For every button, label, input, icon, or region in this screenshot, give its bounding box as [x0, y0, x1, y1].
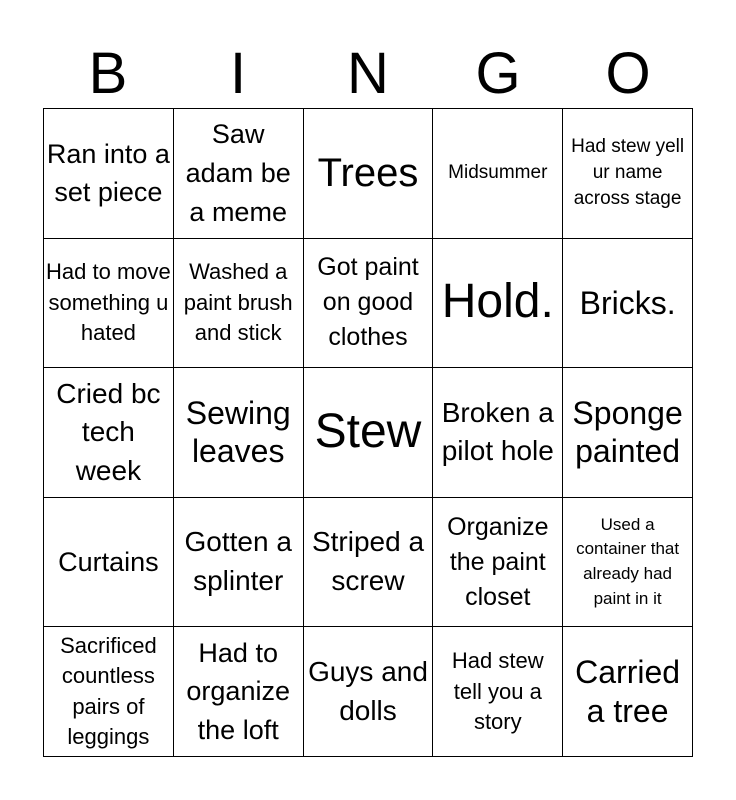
bingo-cell-r2c3[interactable]	[304, 239, 434, 369]
bingo-cell-r1c1[interactable]	[44, 109, 174, 239]
bingo-cell-r5c1[interactable]	[44, 627, 174, 757]
bingo-cell-r5c3[interactable]	[304, 627, 434, 757]
cell-text: Had to organize the loft	[186, 637, 290, 745]
bingo-cell-r5c5[interactable]	[563, 627, 693, 757]
cell-text: Sponge painted	[572, 395, 683, 470]
cell-text: Sacrificed countless pairs of leggings	[60, 632, 157, 750]
bingo-cell-r2c2[interactable]	[174, 239, 304, 369]
header-letter-g: G	[475, 41, 521, 106]
cell-text: Had stew tell you a story	[451, 648, 544, 734]
bingo-cell-r4c2[interactable]	[174, 498, 304, 628]
bingo-cell-r3c1[interactable]	[44, 368, 174, 498]
bingo-cell-r1c4[interactable]	[433, 109, 563, 239]
bingo-cell-r4c5[interactable]	[563, 498, 693, 628]
cell-text: Saw adam be a meme	[185, 119, 291, 227]
bingo-cell-r4c4[interactable]	[433, 498, 563, 628]
cell-text: Had stew yell ur name across stage	[571, 135, 685, 210]
cell-text: Cried bc tech week	[56, 377, 161, 486]
bingo-cell-r3c5[interactable]	[563, 368, 693, 498]
cell-text: Broken a pilot hole	[441, 396, 554, 467]
cell-text: Organize the paint closet	[447, 512, 549, 611]
bingo-cell-r2c1[interactable]	[44, 239, 174, 369]
cell-text: Sewing leaves	[185, 395, 291, 470]
cell-text: Bricks.	[579, 284, 676, 321]
cell-text: Trees	[317, 151, 419, 196]
bingo-cell-r3c4[interactable]	[433, 368, 563, 498]
cell-text: Striped a screw	[311, 526, 425, 597]
bingo-cell-r2c5[interactable]	[563, 239, 693, 369]
bingo-cell-r5c4[interactable]	[433, 627, 563, 757]
bingo-cell-r4c1[interactable]	[44, 498, 174, 628]
bingo-header	[43, 40, 693, 108]
header-letter-n: N	[347, 41, 389, 106]
header-letter-b: B	[88, 41, 128, 106]
bingo-cell-r2c4[interactable]	[433, 239, 563, 369]
bingo-cell-r4c3[interactable]	[304, 498, 434, 628]
bingo-cell-r1c2[interactable]	[174, 109, 304, 239]
bingo-cell-r3c2[interactable]	[174, 368, 304, 498]
bingo-cell-r3c3[interactable]	[304, 368, 434, 498]
cell-text: Curtains	[58, 546, 159, 577]
bingo-board	[43, 108, 693, 757]
bingo-cell-r1c3[interactable]	[304, 109, 434, 239]
bingo-cell-r1c5[interactable]	[563, 109, 693, 239]
cell-text: Got paint on good clothes	[317, 253, 419, 352]
bingo-cell-r5c2[interactable]	[174, 627, 304, 757]
cell-text: Gotten a splinter	[184, 526, 292, 597]
cell-text: Hold.	[441, 275, 554, 329]
cell-text: Had to move something u hated	[46, 259, 171, 346]
cell-text: Used a container that already had paint in it	[576, 514, 680, 608]
cell-text: Washed a paint brush and stick	[183, 259, 293, 346]
cell-text: Guys and dolls	[308, 656, 428, 726]
header-letter-i: I	[229, 41, 247, 106]
header-letter-o: O	[605, 41, 651, 106]
cell-text: Carried a tree	[575, 654, 681, 729]
cell-text: Midsummer	[448, 162, 548, 184]
cell-text: Ran into a set piece	[46, 138, 170, 208]
cell-text: Stew	[314, 405, 422, 459]
